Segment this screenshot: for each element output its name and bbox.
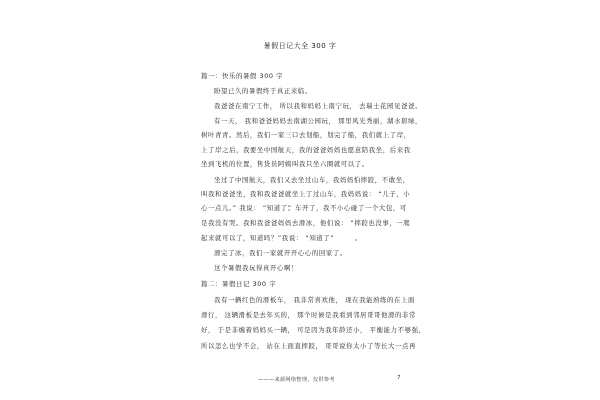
paragraph-line: 叫我和爸爸坐，我和我爸爸就坐上了过山车，我妈妈说： “儿子，小	[201, 190, 411, 198]
page-number: 7	[397, 375, 401, 381]
paragraph-line: 心一点儿。” 我说： “知道了”	[201, 204, 292, 212]
paragraph-line: 坐过了中国航天，我们又去坐过山车，我妈妈怕摔跤，不敢坐，	[214, 176, 410, 184]
paragraph-line: 盼望已久的暑假终于真正来临。	[214, 87, 312, 95]
paragraph-line: 上了岸之后，我要坐中国航天，我的爸爸妈妈也愿意陪我坐，后来我	[201, 146, 411, 154]
paragraph-line: 坐到飞机的位置，售货员阿姨叫我只坐六圈就可以了。	[201, 160, 369, 168]
paragraph-line: 所以怎么也学不会， 站在上面直摔跤， 哥哥说你太小了等长大一点再	[201, 342, 416, 350]
paragraph-line: 好， 于是非缠着妈妈买一辆， 可是因为我年龄还小， 平衡能力不够强，	[201, 326, 426, 334]
paragraph-line: 是我没有哭。我和我爸爸妈妈去滑冰，他们说： “摔跤也没事，一爬	[201, 219, 411, 227]
paragraph-line: 。	[355, 234, 362, 242]
paragraph-line: 滑行， 这辆滑板是去年买的， 那个时候是我看到邻居哥哥他滑的非常	[201, 311, 416, 319]
section-heading-2: 篇二：暑假日记 300 字	[201, 280, 277, 288]
paragraph-line: 。车开了，我不小心碰了一个大包，可	[288, 204, 407, 212]
paragraph-line: 有一天， 我和爸爸妈妈去南湖公园玩， 那里风光秀丽，湖水碧绿，	[214, 117, 422, 125]
paragraph-line: 起来就可以了，知道吗？”我说： “知道了”	[201, 234, 335, 242]
paragraph-line: 这个暑假我玩得真开心啊！	[214, 264, 298, 272]
paragraph-line: 我有一辆红色的滑板车， 我非常喜欢他， 现在我能熟练的在上面	[214, 296, 415, 304]
paragraph-line: 滑完了冰，我们一家就开开心心的回家了。	[214, 249, 347, 257]
paragraph-line: 我爸爸在南宁工作， 所以我和妈妈上南宁玩， 去瑞士花园见爸爸。	[214, 102, 422, 110]
paragraph-line: 树叶青青。然后，我们一家三口去划船，划完了船，我们就上了岸，	[201, 131, 411, 139]
section-heading-1: 篇一：快乐的暑假 300 字	[201, 72, 284, 80]
footer-note: ———来源网络整理，仅供参考	[258, 377, 335, 383]
document-title: 暑假日记大全 300 字	[263, 42, 337, 50]
